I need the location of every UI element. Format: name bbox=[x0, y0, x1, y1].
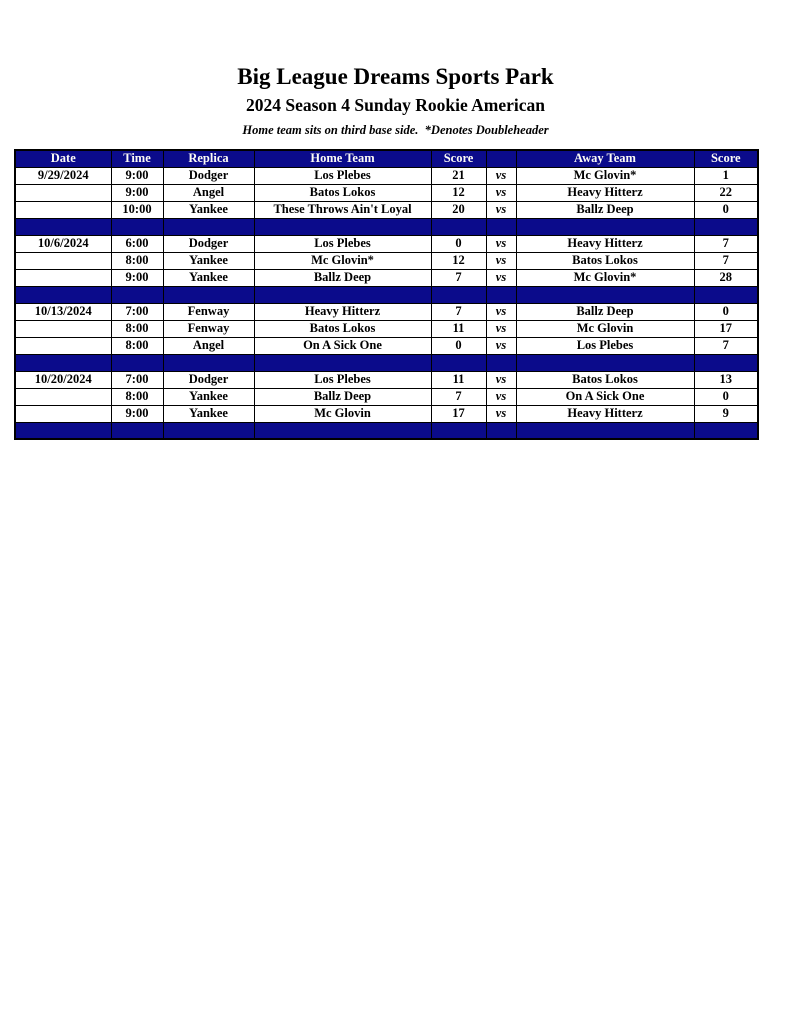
date-cell bbox=[15, 405, 111, 422]
date-cell bbox=[15, 184, 111, 201]
date-cell bbox=[15, 269, 111, 286]
away-team-cell: Heavy Hitterz bbox=[516, 235, 694, 252]
vs-cell: vs bbox=[486, 184, 516, 201]
vs-cell: vs bbox=[486, 303, 516, 320]
col-header-home-team: Home Team bbox=[254, 150, 431, 167]
group-separator-row bbox=[15, 354, 758, 371]
game-row bbox=[15, 269, 758, 286]
time-cell: 8:00 bbox=[111, 320, 163, 337]
vs-cell: vs bbox=[486, 235, 516, 252]
date-cell: 9/29/2024 bbox=[15, 167, 111, 184]
time-cell: 8:00 bbox=[111, 388, 163, 405]
game-row bbox=[15, 405, 758, 422]
date-cell: 10/13/2024 bbox=[15, 303, 111, 320]
home-team-cell: Mc Glovin bbox=[254, 405, 431, 422]
time-cell: 9:00 bbox=[111, 184, 163, 201]
replica-cell: Dodger bbox=[163, 167, 254, 184]
header-row bbox=[15, 150, 758, 167]
vs-cell: vs bbox=[486, 252, 516, 269]
vs-cell: vs bbox=[486, 371, 516, 388]
game-row bbox=[15, 320, 758, 337]
home-team-cell: On A Sick One bbox=[254, 337, 431, 354]
vs-cell: vs bbox=[486, 320, 516, 337]
away-score-cell: 9 bbox=[694, 405, 758, 422]
home-score-cell: 20 bbox=[431, 201, 486, 218]
replica-cell: Dodger bbox=[163, 235, 254, 252]
game-row bbox=[15, 184, 758, 201]
away-score-cell: 0 bbox=[694, 303, 758, 320]
time-cell: 9:00 bbox=[111, 269, 163, 286]
group-separator-row bbox=[15, 218, 758, 235]
replica-cell: Dodger bbox=[163, 371, 254, 388]
col-header-replica: Replica bbox=[163, 150, 254, 167]
date-cell: 10/6/2024 bbox=[15, 235, 111, 252]
away-team-cell: Batos Lokos bbox=[516, 371, 694, 388]
col-header-time: Time bbox=[111, 150, 163, 167]
date-cell bbox=[15, 337, 111, 354]
home-score-cell: 12 bbox=[431, 252, 486, 269]
away-team-cell: Batos Lokos bbox=[516, 252, 694, 269]
home-score-cell: 0 bbox=[431, 337, 486, 354]
game-row bbox=[15, 337, 758, 354]
away-score-cell: 17 bbox=[694, 320, 758, 337]
game-row bbox=[15, 252, 758, 269]
home-score-cell: 7 bbox=[431, 303, 486, 320]
away-score-cell: 28 bbox=[694, 269, 758, 286]
vs-cell: vs bbox=[486, 167, 516, 184]
game-row bbox=[15, 235, 758, 252]
replica-cell: Yankee bbox=[163, 269, 254, 286]
home-team-cell: Ballz Deep bbox=[254, 269, 431, 286]
away-team-cell: Ballz Deep bbox=[516, 201, 694, 218]
home-team-cell: Los Plebes bbox=[254, 167, 431, 184]
game-row bbox=[15, 371, 758, 388]
away-team-cell: Mc Glovin* bbox=[516, 167, 694, 184]
replica-cell: Yankee bbox=[163, 252, 254, 269]
replica-cell: Angel bbox=[163, 184, 254, 201]
away-score-cell: 7 bbox=[694, 235, 758, 252]
schedule-table bbox=[14, 149, 759, 440]
col-header-away-score: Score bbox=[694, 150, 758, 167]
home-team-cell: These Throws Ain't Loyal bbox=[254, 201, 431, 218]
home-score-cell: 7 bbox=[431, 269, 486, 286]
col-header-away-team: Away Team bbox=[516, 150, 694, 167]
date-cell bbox=[15, 252, 111, 269]
home-team-cell: Mc Glovin* bbox=[254, 252, 431, 269]
home-score-cell: 17 bbox=[431, 405, 486, 422]
home-team-cell: Los Plebes bbox=[254, 371, 431, 388]
home-team-cell: Batos Lokos bbox=[254, 320, 431, 337]
away-team-cell: Mc Glovin* bbox=[516, 269, 694, 286]
replica-cell: Yankee bbox=[163, 388, 254, 405]
away-team-cell: On A Sick One bbox=[516, 388, 694, 405]
away-team-cell: Mc Glovin bbox=[516, 320, 694, 337]
away-score-cell: 7 bbox=[694, 337, 758, 354]
home-team-cell: Los Plebes bbox=[254, 235, 431, 252]
away-team-cell: Heavy Hitterz bbox=[516, 184, 694, 201]
time-cell: 10:00 bbox=[111, 201, 163, 218]
game-row bbox=[15, 303, 758, 320]
col-header-home-score: Score bbox=[431, 150, 486, 167]
page-note: Home team sits on third base side. *Denotes Doubleheader bbox=[242, 123, 549, 137]
replica-cell: Fenway bbox=[163, 320, 254, 337]
away-score-cell: 0 bbox=[694, 201, 758, 218]
page-subtitle: 2024 Season 4 Sunday Rookie American bbox=[246, 95, 545, 115]
replica-cell: Fenway bbox=[163, 303, 254, 320]
page-title: Big League Dreams Sports Park bbox=[237, 64, 554, 89]
game-row bbox=[15, 388, 758, 405]
date-cell: 10/20/2024 bbox=[15, 371, 111, 388]
home-score-cell: 7 bbox=[431, 388, 486, 405]
table-footer-row bbox=[15, 422, 758, 439]
replica-cell: Yankee bbox=[163, 201, 254, 218]
time-cell: 7:00 bbox=[111, 371, 163, 388]
replica-cell: Angel bbox=[163, 337, 254, 354]
time-cell: 8:00 bbox=[111, 252, 163, 269]
col-header-date: Date bbox=[15, 150, 111, 167]
group-separator-row bbox=[15, 286, 758, 303]
time-cell: 8:00 bbox=[111, 337, 163, 354]
away-team-cell: Los Plebes bbox=[516, 337, 694, 354]
away-score-cell: 13 bbox=[694, 371, 758, 388]
away-score-cell: 1 bbox=[694, 167, 758, 184]
vs-cell: vs bbox=[486, 201, 516, 218]
vs-cell: vs bbox=[486, 405, 516, 422]
time-cell: 6:00 bbox=[111, 235, 163, 252]
home-score-cell: 11 bbox=[431, 320, 486, 337]
away-score-cell: 22 bbox=[694, 184, 758, 201]
home-score-cell: 21 bbox=[431, 167, 486, 184]
game-row bbox=[15, 201, 758, 218]
home-team-cell: Heavy Hitterz bbox=[254, 303, 431, 320]
away-team-cell: Heavy Hitterz bbox=[516, 405, 694, 422]
date-cell bbox=[15, 320, 111, 337]
date-cell bbox=[15, 388, 111, 405]
time-cell: 9:00 bbox=[111, 167, 163, 184]
vs-cell: vs bbox=[486, 388, 516, 405]
home-score-cell: 12 bbox=[431, 184, 486, 201]
home-team-cell: Batos Lokos bbox=[254, 184, 431, 201]
vs-cell: vs bbox=[486, 337, 516, 354]
time-cell: 9:00 bbox=[111, 405, 163, 422]
away-score-cell: 0 bbox=[694, 388, 758, 405]
game-row bbox=[15, 167, 758, 184]
document-header bbox=[0, 0, 791, 138]
date-cell bbox=[15, 201, 111, 218]
away-score-cell: 7 bbox=[694, 252, 758, 269]
col-header-vs bbox=[486, 150, 516, 167]
replica-cell: Yankee bbox=[163, 405, 254, 422]
home-score-cell: 0 bbox=[431, 235, 486, 252]
time-cell: 7:00 bbox=[111, 303, 163, 320]
home-team-cell: Ballz Deep bbox=[254, 388, 431, 405]
home-score-cell: 11 bbox=[431, 371, 486, 388]
vs-cell: vs bbox=[486, 269, 516, 286]
away-team-cell: Ballz Deep bbox=[516, 303, 694, 320]
